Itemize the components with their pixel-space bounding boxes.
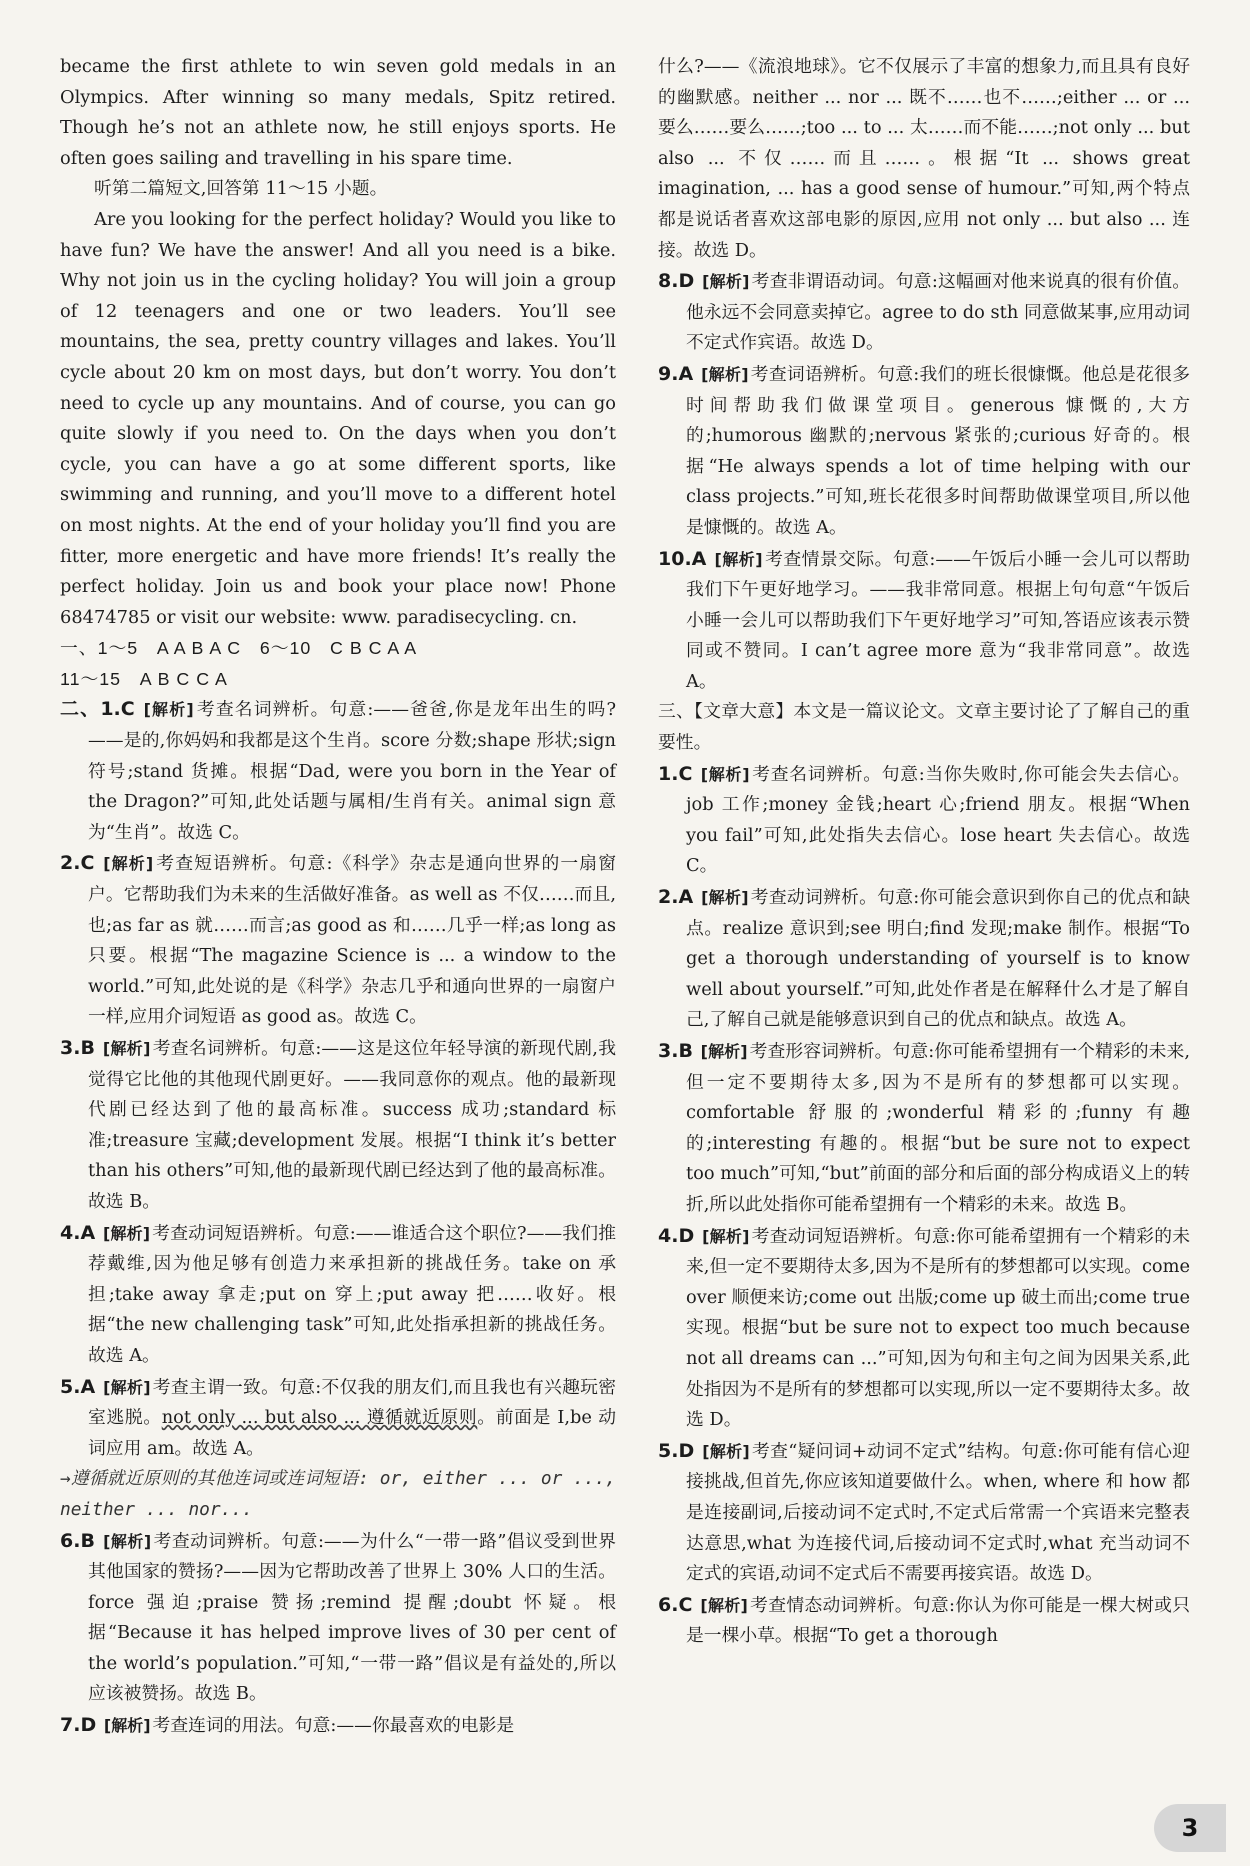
explanation-text: 考查连词的用法。句意:——你最喜欢的电影是 bbox=[152, 1715, 515, 1737]
question-number: 5. bbox=[658, 1439, 679, 1462]
explanation-text: 考查名词辨析。句意:当你失败时,你可能会失去信心。job 工作;money 金钱;heart 心;friend 朋友。根据“When you fail”可知,此处指失去信心。lose heart 失去信心。故选 C。 bbox=[686, 763, 1190, 877]
analysis-tag: [解析] bbox=[700, 764, 750, 784]
analysis-tag: [解析] bbox=[702, 272, 750, 292]
explanation-text: 考查词语辨析。句意:我们的班长很慷慨。他总是花很多时间帮助我们做课堂项目。generous 慷慨的,大方的;humorous 幽默的;nervous 紧张的;curious 好奇的。根据“He always spends a lot of time helping with our class projects.”可知,班长花很多时间帮助做课堂项目,所以他是慷慨的。故选 A。 bbox=[686, 363, 1190, 538]
question-number: 4. bbox=[60, 1221, 81, 1244]
analysis-tag: [解析] bbox=[143, 700, 194, 720]
passage-paragraph: Are you looking for the perfect holiday? Would you like to have fun? We have the answer! And all you need is a bike. Why not join us in the cycling holiday? You will join a group of 12 teenagers and one or two leaders. You’ll see mountains, the sea, pretty country villages and lakes. You’ll cycle about 20 km on most days, but don’t worry. You don’t need to cycle up any mountains. And of course, you can go quite slowly if you need to. On the days when you don’t cycle, you can have a go at some different sports, like swimming and running, and you’ll move to a different hotel on most nights. At the end of your holiday you’ll find you are fitter, more energetic and have more friends! It’s really the perfect holiday. Join us and book your place now! Phone 68474785 or visit our website: www. paradisecycling. cn. bbox=[60, 208, 616, 628]
answer-letter: D bbox=[678, 1439, 695, 1462]
explanation-r2 bbox=[658, 882, 1190, 1036]
answer-letter: B bbox=[80, 1529, 95, 1552]
left-column bbox=[60, 52, 616, 1742]
question-number: 9. bbox=[658, 362, 679, 385]
analysis-tag: [解析] bbox=[702, 1226, 750, 1246]
explanation-r1 bbox=[658, 759, 1190, 882]
explanation-r4 bbox=[658, 1221, 1190, 1436]
analysis-tag: [解析] bbox=[714, 549, 763, 569]
passage-paragraph: became the first athlete to win seven gold medals in an Olympics. After winning so many medals, Spitz retired. Though he’s not an athlete now, he still enjoys sports. He often goes sailing and travelling in his spare time. bbox=[60, 56, 616, 169]
explanation-text: 考查动词辨析。句意:你可能会意识到你自己的优点和缺点。realize 意识到;see 明白;find 发现;make 制作。根据“To get a thorough understanding of yourself is to know well about yourself.”可知,此处作者是在解释什么才是了解自己,了解自己就是能够意识到自己的优点和缺点。故选 A。 bbox=[686, 887, 1190, 1031]
analysis-tag: [解析] bbox=[103, 1716, 151, 1736]
question-number: 6. bbox=[60, 1529, 81, 1552]
explanation-text: 考查“疑问词+动词不定式”结构。句意:你可能有信心迎接挑战,但首先,你应该知道要做什么。when, where 和 how 都是连接副词,后接动词不定式时,不定式后常需一个宾语来完整表达意思,what 为连接代词,后接动词不定式时,what 充当动词不定式的宾语,动词不定式后不需要再接宾语。故选 D。 bbox=[686, 1440, 1190, 1585]
analysis-tag: [解析] bbox=[103, 1531, 152, 1551]
explanation-q1 bbox=[60, 694, 616, 848]
answer-letter: A bbox=[80, 1375, 96, 1398]
question-number: 2. bbox=[60, 852, 81, 875]
answer-letter: D bbox=[80, 1714, 97, 1737]
explanation-continued: 什么?——《流浪地球》。它不仅展示了丰富的想象力,而且具有良好的幽默感。neither ... nor ... 既不……也不……;either ... or ... 要么……要么……;too ... to ... 太……而不能……;not only ... but also ... 不仅……而且……。根据“It ... shows great imagination, ... has a good sense of humour.”可知,两个特点都是说话者喜欢这部电影的原因,应用 not only ... but also ... 连接。故选 D。 bbox=[658, 56, 1190, 261]
explanation-text: 考查短语辨析。句意:《科学》杂志是通向世界的一扇窗户。它帮助我们为未来的生活做好准备。as well as 不仅……而且,也;as far as 就……而言;as good as 和……几乎一样;as long as 只要。根据“The magazine Science is ... a window to the world.”可知,此处说的是《科学》杂志几乎和通向世界的一扇窗户一样,应用介词短语 as good as。故选 C。 bbox=[88, 853, 616, 1028]
analysis-tag: [解析] bbox=[702, 1441, 750, 1461]
explanation-text: 考查情景交际。句意:——午饭后小睡一会儿可以帮助我们下午更好地学习。——我非常同意。根据上句句意“午饭后小睡一会儿可以帮助我们下午更好地学习”可知,答语应该表示赞同或不赞同。I can’t agree more 意为“我非常同意”。故选 A。 bbox=[686, 548, 1190, 692]
question-number: 二、1.C bbox=[60, 698, 135, 721]
explanation-q10 bbox=[658, 544, 1190, 698]
answer-letter: A bbox=[691, 547, 707, 570]
explanation-q8 bbox=[658, 266, 1190, 359]
analysis-tag: [解析] bbox=[700, 1595, 748, 1615]
explanation-text: 考查主谓一致。句意:不仅我的朋友们,而且我也有兴趣玩密室逃脱。 bbox=[88, 1376, 616, 1429]
answer-letter: A bbox=[678, 362, 694, 385]
right-column bbox=[658, 52, 1190, 1652]
analysis-tag: [解析] bbox=[103, 1223, 151, 1243]
question-number: 6. bbox=[658, 1593, 679, 1616]
explanation-text: 考查名词辨析。句意:——这是这位年轻导演的新现代剧,我觉得它比他的其他现代剧更好。——我同意你的观点。他的最新现代剧已经达到了他的最高标准。success 成功;standard 标准;treasure 宝藏;development 发展。根据“I think it’s better than his others”可知,他的最新现代剧已经达到了他的最高标准。故选 B。 bbox=[88, 1038, 616, 1212]
section-summary: 三、【文章大意】本文是一篇议论文。文章主要讨论了了解自己的重要性。 bbox=[658, 701, 1190, 754]
explanation-q2 bbox=[60, 848, 616, 1033]
analysis-tag: [解析] bbox=[102, 1039, 151, 1058]
explanation-text: 。前面是 I,be 动词应用 am。故选 A。 bbox=[88, 1407, 616, 1459]
explanation-q9 bbox=[658, 359, 1190, 544]
answer-letter: C bbox=[80, 852, 95, 875]
explanation-text: 考查非谓语动词。句意:这幅画对他来说真的很有价值。他永远不会同意卖掉它。agree to do sth 同意做某事,应用动词不定式作宾语。故选 D。 bbox=[686, 271, 1190, 354]
answer-key-line: 11～15 A B C C A bbox=[60, 668, 228, 689]
question-number: 3. bbox=[658, 1040, 679, 1062]
explanation-r6 bbox=[658, 1590, 1190, 1652]
answer-key-line: 一、1～5 A A B A C 6～10 C B C A A bbox=[60, 638, 418, 659]
analysis-tag: [解析] bbox=[701, 888, 749, 908]
page-number: 3 bbox=[1154, 1804, 1226, 1852]
answer-letter: A bbox=[80, 1221, 96, 1244]
analysis-tag: [解析] bbox=[103, 854, 154, 874]
analysis-tag: [解析] bbox=[701, 364, 749, 384]
answer-letter: D bbox=[678, 270, 695, 293]
handwritten-note: →遵循就近原则的其他连词或连词短语: or, either ... or ..., neither ... nor... bbox=[60, 1468, 616, 1520]
listening-instruction: 听第二篇短文,回答第 11～15 小题。 bbox=[94, 178, 388, 200]
answer-letter: C bbox=[678, 762, 693, 785]
question-number: 4. bbox=[658, 1224, 679, 1247]
question-number: 7. bbox=[60, 1714, 81, 1737]
explanation-text: 考查动词辨析。句意:——为什么“一带一路”倡议受到世界其他国家的赞扬?——因为它帮助改善了世界上 30% 人口的生活。force 强迫;praise 赞扬;remind 提醒;doubt 怀疑。根据“Because it has helped improve lives of 30 per cent of the world’s population.”可知,“一带一路”倡议是有益处的,所以应该被赞扬。故选 B。 bbox=[88, 1530, 616, 1705]
explanation-q4 bbox=[60, 1218, 616, 1372]
question-number: 2. bbox=[658, 886, 679, 909]
explanation-text: 考查情态动词辨析。句意:你认为你可能是一棵大树或只是一棵小草。根据“To get a thorough bbox=[686, 1594, 1190, 1647]
analysis-tag: [解析] bbox=[700, 1042, 748, 1061]
answer-letter: A bbox=[678, 886, 694, 909]
question-number: 8. bbox=[658, 270, 679, 293]
explanation-text: 考查动词短语辨析。句意:你可能希望拥有一个精彩的未来,但一定不要期待太多,因为不是所有的梦想都可以实现。come over 顺便来访;come out 出版;come up 破土而出;come true 实现。根据“but be sure not to expect too much because not all dreams can ...”可知,因为句和主句之间为因果关系,此处指因为不是所有的梦想都可以实现,所以一定不要期待太多。故选 D。 bbox=[686, 1225, 1190, 1431]
explanation-r5 bbox=[658, 1436, 1190, 1590]
underlined-rule: not only ... but also ... 遵循就近原则 bbox=[161, 1407, 478, 1429]
explanation-text: 考查形容词辨析。句意:你可能希望拥有一个精彩的未来,但一定不要期待太多,因为不是所有的梦想都可以实现。comfortable 舒服的;wonderful 精彩的;funny 有趣的;interesting 有趣的。根据“but be sure not to expect too much”可知,“but”前面的部分和后面的部分构成语义上的转折,所以此处指你可能希望拥有一个精彩的未来。故选 B。 bbox=[686, 1041, 1190, 1215]
answer-letter: B bbox=[80, 1037, 95, 1059]
explanation-q3 bbox=[60, 1033, 616, 1218]
question-number: 1. bbox=[658, 762, 679, 785]
explanation-q7 bbox=[60, 1710, 616, 1742]
analysis-tag: [解析] bbox=[103, 1377, 151, 1397]
question-number: 5. bbox=[60, 1375, 81, 1398]
question-number: 3. bbox=[60, 1037, 81, 1059]
explanation-q6 bbox=[60, 1526, 616, 1711]
explanation-text: 考查名词辨析。句意:——爸爸,你是龙年出生的吗?——是的,你妈妈和我都是这个生肖。score 分数;shape 形状;sign 符号;stand 货摊。根据“Dad, were you born in the Year of the Dragon?”可知,此处话题与属相/生肖有关。animal sign 意为“生肖”。故选 C。 bbox=[88, 699, 616, 843]
answer-letter: C bbox=[678, 1593, 693, 1616]
explanation-q5 bbox=[60, 1372, 616, 1465]
answer-letter: D bbox=[678, 1224, 695, 1247]
question-number: 10. bbox=[658, 547, 692, 570]
explanation-text: 考查动词短语辨析。句意:——谁适合这个职位?——我们推荐戴维,因为他足够有创造力来承担新的挑战任务。take on 承担;take away 拿走;put on 穿上;put away 把……收好。根据“the new challenging task”可知,此处指承担新的挑战任务。故选 A。 bbox=[88, 1222, 616, 1366]
answer-letter: B bbox=[678, 1040, 693, 1062]
explanation-r3 bbox=[658, 1036, 1190, 1221]
